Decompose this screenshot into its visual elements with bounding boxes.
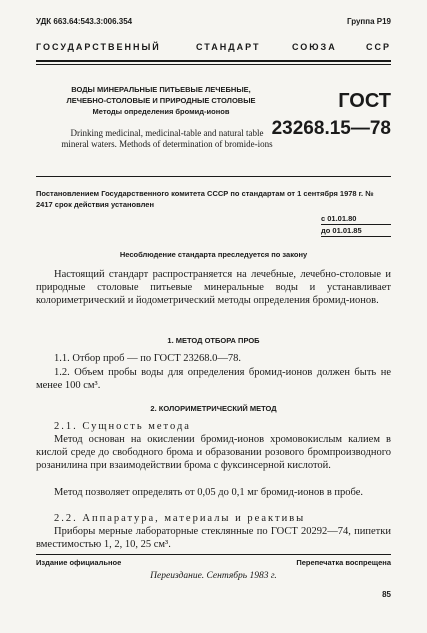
title-line-2: ЛЕЧЕБНО-СТОЛОВЫЕ И ПРИРОДНЫЕ СТОЛОВЫЕ [66, 96, 256, 105]
decree-text: Постановлением Государственного комитета СССР по стандартам от 1 сентября 1978 г. № 2417 срок действия установлен [36, 189, 374, 209]
reprint-forbidden: Перепечатка воспрещена [296, 558, 391, 567]
english-title-line-2: mineral waters. Methods of determination of bromide-ions [61, 139, 273, 149]
section-2-1-heading: 2.1. Сущность метода [54, 421, 191, 432]
edition-official: Издание официальное [36, 558, 122, 567]
header-rule-thick [36, 60, 391, 62]
title-rule [36, 176, 391, 177]
banner-word-1: ГОСУДАРСТВЕННЫЙ [36, 42, 161, 52]
intro-paragraph: Настоящий стандарт распространяется на лечебные, лечебно-столовые и природные столовые питьевые минеральные воды и устанавливает колориметрический и йодометрический методы определения бромид-ионов. [36, 269, 391, 307]
standard-banner [36, 42, 391, 54]
validity-dates [321, 213, 391, 237]
reissue-note: Переиздание. Сентябрь 1983 г. [150, 571, 277, 581]
section-2-1-paragraph-b: Метод позволяет определять от 0,05 до 0,1 мг бромид-ионов в пробе. [54, 487, 364, 498]
date-from: с 01.01.80 [321, 213, 391, 225]
page-number: 85 [382, 590, 391, 599]
section-2-2-paragraph: Приборы мерные лабораторные стеклянные по ГОСТ 20292—74, пипетки вместимостью 1, 2, 10, 25 см³. [36, 526, 391, 551]
banner-word-2: СТАНДАРТ [196, 42, 261, 52]
footer-rule [36, 554, 391, 555]
section-2-2-heading: 2.2. Аппаратура, материалы и реактивы [54, 513, 306, 524]
group-code: Группа Р19 [346, 17, 391, 26]
banner-word-4: ССР [365, 42, 391, 52]
section-1-paragraph-1: 1.1. Отбор проб — по ГОСТ 23268.0—78. [54, 353, 242, 364]
section-1-paragraph-2: 1.2. Объем пробы воды для определения бромид-ионов должен быть не менее 100 см³. [36, 367, 391, 392]
document-title [36, 84, 286, 117]
gost-number: 23268.15—78 [271, 118, 391, 139]
section-2-title: 2. КОЛОРИМЕТРИЧЕСКИЙ МЕТОД [150, 404, 277, 413]
english-title-line-1: Drinking medicinal, medicinal-table and natural table [70, 128, 264, 138]
legal-notice: Несоблюдение стандарта преследуется по закону [119, 250, 308, 259]
header-rule-thin [36, 64, 391, 65]
title-line-1: ВОДЫ МИНЕРАЛЬНЫЕ ПИТЬЕВЫЕ ЛЕЧЕБНЫЕ, [71, 85, 251, 94]
banner-word-3: СОЮЗА [292, 42, 337, 52]
udk-code: УДК 663.64:543.3:006.354 [36, 17, 133, 26]
date-to: до 01.01.85 [321, 225, 391, 237]
gost-label: ГОСТ [338, 90, 391, 112]
section-2-1-paragraph-a: Метод основан на окислении бромид-ионов хромовокислым калием в кислой среде до свободного брома и образовании розового бромпроизводного розанилина при взаимодействии брома с фуксинсерной кислотой. [36, 434, 391, 472]
title-subtitle: Методы определения бромид-ионов [92, 107, 230, 116]
english-title [36, 128, 298, 150]
section-1-title: 1. МЕТОД ОТБОРА ПРОБ [167, 336, 260, 345]
header-top-row [36, 17, 391, 29]
